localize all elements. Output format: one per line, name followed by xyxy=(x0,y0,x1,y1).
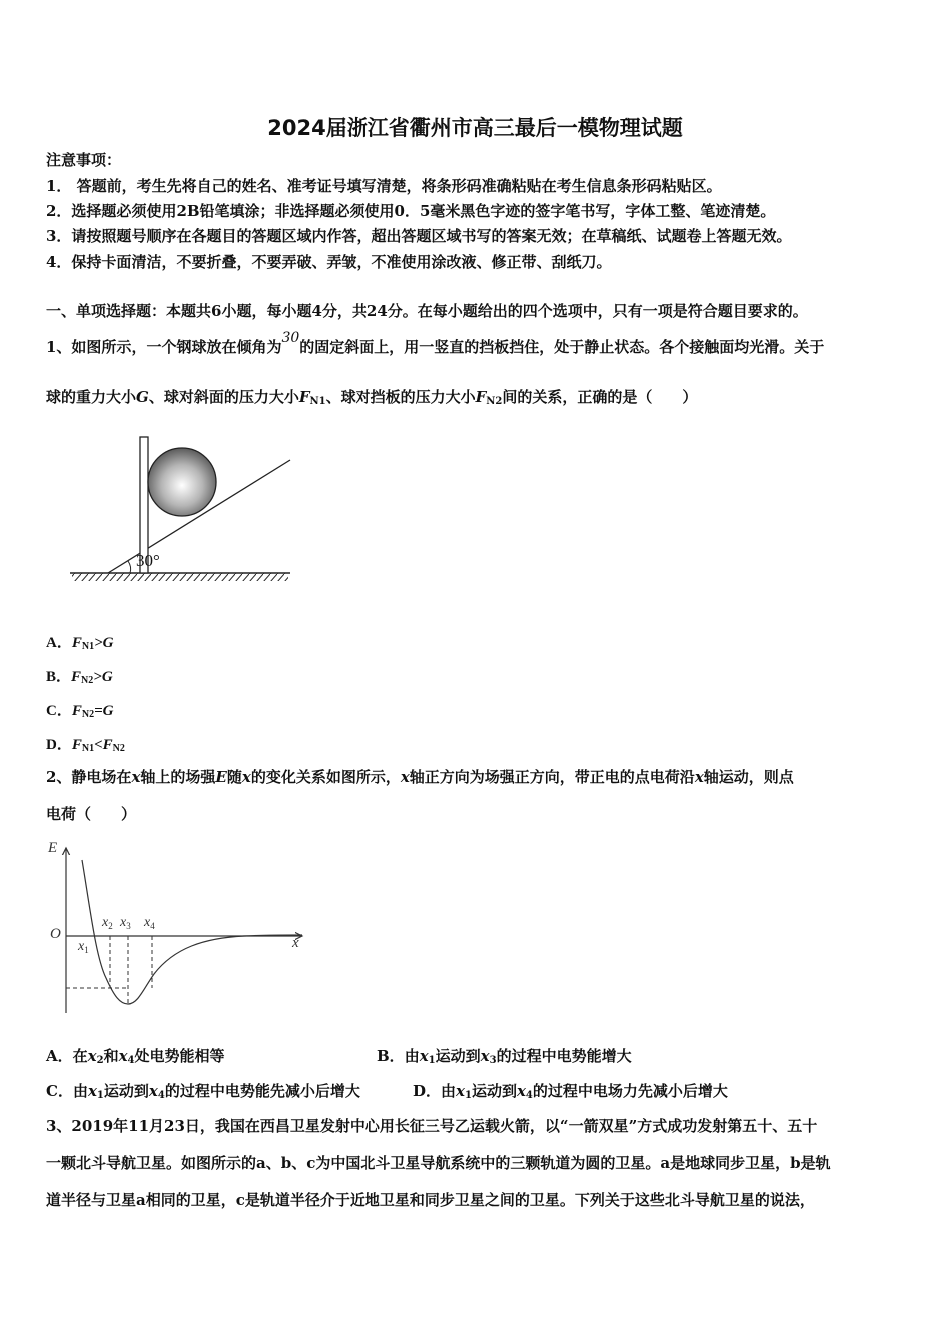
q1-stem-line1: 1、如图所示，一个钢球放在倾角为30的固定斜面上，用一竖直的挡板挡住，处于静止状态。各个接触面均光滑。关于 xyxy=(46,330,825,356)
q2-option-d[interactable]: D．由$x_1$运动到$x_4$的过程中电场力先减小后增大 xyxy=(413,1082,728,1101)
q1-option-d[interactable]: D．$F_{N1}<F_{N2}$ xyxy=(46,737,125,754)
tick-x3: $x_3$ xyxy=(120,915,131,931)
notice-heading: 注意事项： xyxy=(46,151,122,169)
field-curve xyxy=(82,860,302,1004)
y-axis-label: E xyxy=(48,840,58,856)
angle-arc xyxy=(128,561,131,573)
q2-option-b[interactable]: B．由$x_1$运动到$x_3$的过程中电势能增大 xyxy=(377,1047,632,1066)
angle-label: 30° xyxy=(136,551,160,570)
q2-option-a[interactable]: A．在$x_2$和$x_4$处电势能相等 xyxy=(46,1047,225,1066)
q1-option-b[interactable]: B．$F_{N2}>G$ xyxy=(46,669,113,686)
q2-stem-line1: 2、静电场在x轴上的场强E随x的变化关系如图所示，x轴正方向为场强正方向，带正电的点电荷沿x轴运动，则点 xyxy=(46,768,794,786)
q1-option-c[interactable]: C．$F_{N2}=G$ xyxy=(46,703,114,720)
q2-option-c[interactable]: C．由$x_1$运动到$x_4$的过程中电势能先减小后增大 xyxy=(46,1082,360,1101)
section-heading: 一、单项选择题：本题共6小题，每小题4分，共24分。在每小题给出的四个选项中，只有一项是符合题目要求的。 xyxy=(46,302,808,320)
notice-item: 3．请按照题号顺序在各题目的答题区域内作答，超出答题区域书写的答案无效；在草稿纸、试题卷上答题无效。 xyxy=(46,227,792,245)
q1-option-a[interactable]: A．$F_{N1}>G$ xyxy=(46,635,114,652)
tick-x2: $x_2$ xyxy=(102,915,113,931)
tick-x1: $x_1$ xyxy=(78,939,89,955)
q3-stem-line1: 3、2019年11月23日，我国在西昌卫星发射中心用长征三号乙运载火箭，以“一箭双星”方式成功发射第五十、五十 xyxy=(46,1117,818,1135)
page-title: 2024届浙江省衢州市高三最后一模物理试题 xyxy=(267,116,683,140)
notice-item: 1． 答题前，考生先将自己的姓名、准考证号填写清楚，将条形码准确粘贴在考生信息条形码粘贴区。 xyxy=(46,177,722,195)
notice-item: 4．保持卡面清洁，不要折叠，不要弄破、弄皱，不准使用涂改液、修正带、刮纸刀。 xyxy=(46,253,612,271)
q1-stem-line2: 球的重力大小G、球对斜面的压力大小$F_{N1}$、球对挡板的压力大小$F_{N2}$间的关系，正确的是（ ） xyxy=(46,388,698,407)
origin-label: O xyxy=(50,926,61,942)
q2-stem-line2: 电荷（ ） xyxy=(46,805,137,823)
e-x-graph xyxy=(44,838,314,1018)
tick-x4: $x_4$ xyxy=(144,915,155,931)
q3-stem-line2: 一颗北斗导航卫星。如图所示的a、b、c为中国北斗卫星导航系统中的三颗轨道为圆的卫星。a是地球同步卫星，b是轨 xyxy=(46,1154,831,1172)
q3-stem-line3: 道半径与卫星a相同的卫星，c是轨道半径介于近地卫星和同步卫星之间的卫星。下列关于这些北斗导航卫星的说法， xyxy=(46,1191,815,1209)
notice-item: 2．选择题必须使用2B铅笔填涂；非选择题必须使用0．5毫米黑色字迹的签字笔书写，字体工整、笔迹清楚。 xyxy=(46,202,776,220)
steel-ball xyxy=(148,448,216,516)
x-axis-label: x xyxy=(292,935,299,951)
incline-figure xyxy=(60,430,300,590)
ground-hatch xyxy=(72,573,288,581)
q1-angle: 30 xyxy=(281,330,300,346)
